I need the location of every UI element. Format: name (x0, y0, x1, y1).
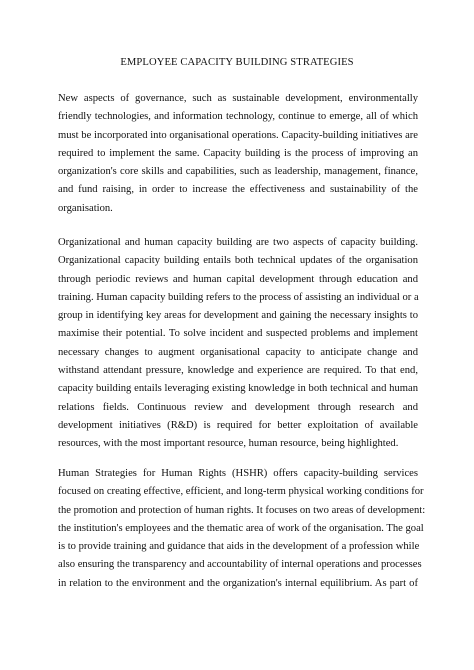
paragraph-3 (58, 465, 426, 593)
paragraph-line: Organizational capacity building entails both technical updates of the organisation (58, 255, 418, 267)
paragraph-line: Organizational and human capacity building are two aspects of capacity building. (58, 237, 418, 248)
paragraph-line: must be incorporated into organisational operations. Capacity-building initiatives are (58, 129, 418, 141)
paragraph-line: is to provide training and guidance that aids in the development of a profession while (58, 541, 420, 553)
paragraph-line: focused on creating effective, efficient, and long-term physical working conditions for (58, 486, 424, 498)
paragraph-line: organization's core skills and capabilities, such as leadership, management, finance, (58, 166, 418, 178)
paragraph-line: the promotion and protection of human rights. It focuses on two areas of development: (58, 504, 426, 516)
document-title: EMPLOYEE CAPACITY BUILDING STRATEGIES (120, 57, 354, 68)
paragraph-line: the institution's employees and the thematic area of work of the organisation. The goal (58, 522, 424, 534)
paragraph-line: relations fields. Continuous review and development through research and (58, 401, 418, 413)
paragraph-line: capacity building entails leveraging existing knowledge in both technical and human (58, 383, 418, 395)
paragraph-line: and fund raising, in order to increase the effectiveness and sustainability of the (58, 184, 418, 196)
paragraph-1 (58, 90, 418, 218)
paragraph-line: resources, with the most important resource, human resource, being highlighted. (58, 438, 399, 450)
paragraph-line: New aspects of governance, such as sustainable development, environmentally (58, 93, 418, 104)
paragraph-2 (58, 234, 418, 454)
paragraph-line: required to implement the same. Capacity building is the process of improving an (58, 147, 418, 159)
paragraph-line: friendly technologies, and information technology, continue to emerge, all of which (58, 111, 418, 123)
paragraph-line: development initiatives (R&D) is required for better exploitation of available (58, 419, 418, 431)
paragraph-line: organisation. (58, 202, 113, 214)
paragraph-line: in relation to the environment and the organization's internal equilibrium. As part of (58, 577, 418, 589)
paragraph-line: through periodic reviews and human capital development through education and (58, 273, 418, 285)
paragraph-line: maximise their potential. To solve incident and suspected problems and implement (58, 328, 418, 340)
paragraph-line: necessary changes to augment organisational capacity to anticipate change and (58, 346, 418, 358)
paragraph-line: group in identifying key areas for development and gaining the necessary insights to (58, 310, 418, 322)
paragraph-line: also ensuring the transparency and accountability of internal operations and processes (58, 559, 422, 571)
paragraph-line: Human Strategies for Human Rights (HSHR) offers capacity-building services (58, 468, 418, 479)
paragraph-line: training. Human capacity building refers to the process of assisting an individual or a (58, 291, 419, 303)
paragraph-line: withstand attendant pressure, knowledge and experience are required. To that end, (58, 365, 418, 377)
